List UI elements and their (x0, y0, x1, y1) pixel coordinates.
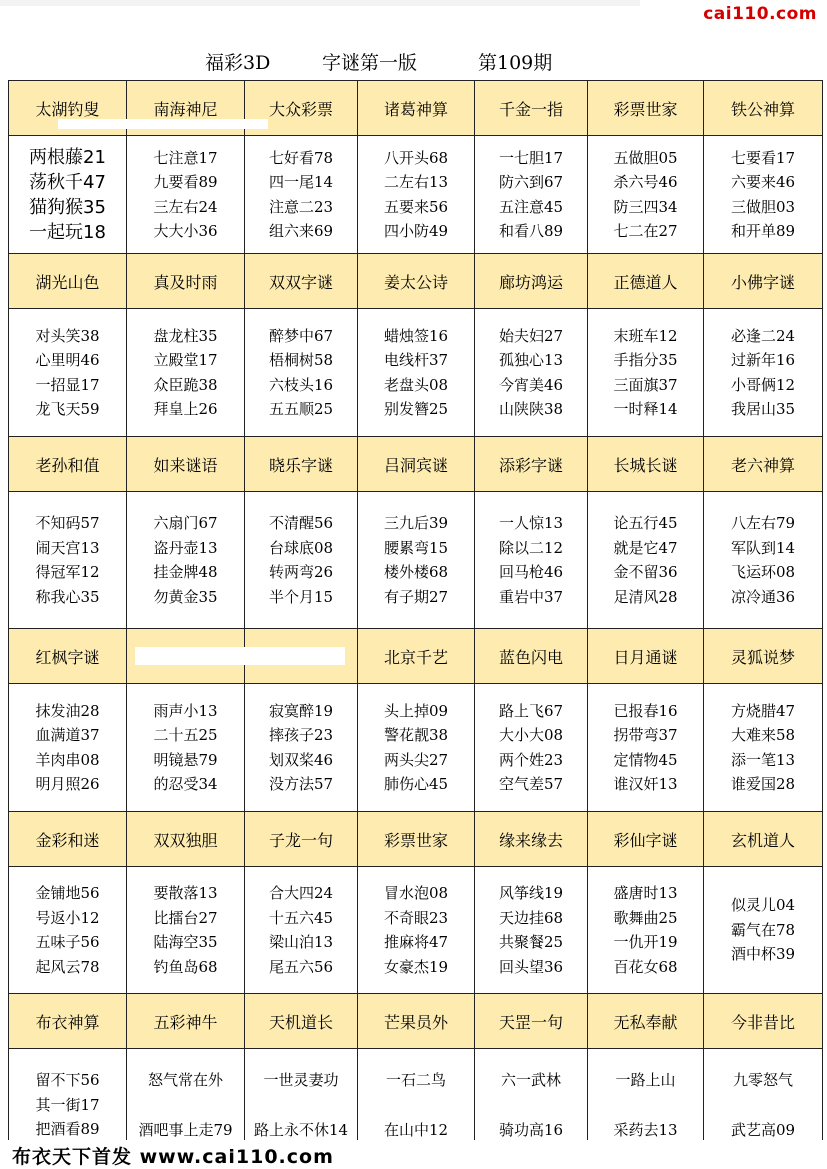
redaction-patch (58, 119, 268, 129)
riddle-line: 不知码57 (35, 514, 100, 532)
column-header: 湖光山色 (9, 254, 127, 309)
riddle-line: 梁山泊13 (268, 933, 334, 951)
riddle-line: 四一尾14 (268, 173, 334, 191)
riddle-line: 勿黄金35 (153, 587, 218, 606)
column-header: 南海神尼 (127, 81, 245, 136)
riddle-line: 我居山35 (730, 400, 796, 418)
column-header: 姜太公诗 (358, 254, 475, 309)
riddle-line: 两个姓23 (498, 750, 564, 769)
riddle-line: 定情物45 (613, 750, 678, 769)
riddle-line: 六枝头16 (268, 375, 334, 394)
riddle-line: 百花女68 (613, 957, 678, 976)
riddle-line: 始夫妇27 (498, 326, 564, 345)
riddle-line: 留不下56 (35, 1071, 100, 1090)
riddle-line: 谁爱国28 (730, 775, 796, 793)
riddle-line: 就是它47 (613, 538, 678, 557)
riddle-line: 歌舞曲25 (613, 908, 678, 927)
riddle-line: 盛唐时13 (613, 884, 678, 902)
riddle-line: 金不留36 (613, 563, 678, 581)
column-header: 灵狐说梦 (704, 629, 823, 684)
riddle-line (358, 1092, 474, 1118)
riddle-row (9, 136, 823, 254)
riddle-line: 六一武林 (500, 1070, 561, 1089)
riddle-line: 有子期27 (383, 587, 449, 606)
riddle-line: 添一笔13 (730, 750, 796, 769)
riddle-line: 和开单89 (730, 222, 796, 240)
riddle-line: 众臣跪38 (153, 375, 218, 394)
riddle-line: 雨声小13 (153, 701, 218, 720)
column-header: 真及时雨 (127, 254, 245, 309)
riddle-line: 组六来69 (268, 222, 334, 240)
column-header: 大众彩票 (245, 81, 358, 136)
riddle-line: 头上掉09 (383, 701, 449, 720)
riddle-line: 两头尖27 (383, 750, 449, 769)
riddle-cell (9, 136, 127, 254)
column-header: 金彩和迷 (9, 812, 127, 867)
riddle-line: 台球底08 (268, 538, 334, 557)
riddle-cell (475, 867, 588, 994)
riddle-line: 把酒看89 (35, 1120, 100, 1139)
riddle-cell (127, 492, 245, 629)
riddle-line: 没方法57 (268, 775, 334, 793)
riddle-line: 拐带弯37 (613, 726, 678, 744)
riddle-cell (127, 136, 245, 254)
riddle-cell (358, 867, 475, 994)
riddle-line: 七要看17 (730, 148, 796, 167)
riddle-line: 似灵儿04 (730, 896, 796, 915)
riddle-line: 荡秋千47 (29, 171, 106, 193)
column-header: 无私奉献 (588, 994, 704, 1049)
riddle-line: 对头笑38 (35, 326, 100, 345)
riddle-cell (588, 136, 704, 254)
riddle-line: 梧桐树58 (268, 351, 334, 369)
riddle-line: 得冠军12 (35, 563, 100, 581)
riddle-row (9, 867, 823, 994)
riddle-line: 九零怒气 (732, 1070, 793, 1089)
riddle-line: 老盘头08 (383, 375, 449, 394)
column-header: 正德道人 (588, 254, 704, 309)
riddle-line: 五味子56 (35, 933, 100, 951)
riddle-line: 称我心35 (35, 587, 100, 606)
riddle-cell (358, 309, 475, 437)
riddle-line: 飞运环08 (730, 563, 796, 581)
riddle-cell (475, 492, 588, 629)
riddle-line: 三做胆03 (730, 197, 796, 216)
riddle-cell (475, 309, 588, 437)
top-strip (0, 0, 640, 6)
header-row (9, 437, 823, 492)
column-header: 天机道长 (245, 994, 358, 1049)
riddle-line: 抹发油28 (35, 701, 100, 720)
riddle-cell (704, 136, 823, 254)
riddle-line: 七好看78 (268, 148, 334, 167)
riddle-cell (9, 867, 127, 994)
riddle-line (704, 1092, 822, 1118)
riddle-line (245, 1092, 357, 1118)
riddle-line: 谁汉奸13 (613, 775, 678, 793)
riddle-line: 转两弯26 (268, 563, 334, 581)
header-row (9, 254, 823, 309)
riddle-line: 六扇门67 (153, 514, 218, 532)
column-header: 布衣神算 (9, 994, 127, 1049)
riddle-line: 腰累弯15 (383, 538, 449, 557)
riddle-line: 空气差57 (498, 775, 564, 793)
riddle-line: 明镜悬79 (153, 750, 218, 769)
riddle-cell (358, 492, 475, 629)
riddle-line: 九要看89 (153, 173, 218, 191)
riddle-cell (127, 684, 245, 812)
riddle-line (588, 1092, 703, 1118)
column-header: 红枫字谜 (9, 629, 127, 684)
riddle-line (127, 1092, 244, 1118)
riddle-line: 三左右24 (153, 197, 218, 216)
riddle-line: 拜皇上26 (153, 400, 218, 418)
riddle-cell (9, 684, 127, 812)
title-issue: 第109期 (478, 52, 553, 74)
riddle-line: 寂寞醉19 (268, 701, 334, 720)
riddle-line: 路上永不休14 (253, 1121, 349, 1139)
riddle-line: 羊肉串08 (35, 750, 100, 769)
column-header: 晓乐字谜 (245, 437, 358, 492)
riddle-line: 酒中杯39 (730, 945, 796, 964)
riddle-cell (9, 309, 127, 437)
riddle-line: 其一街17 (35, 1095, 100, 1114)
riddle-line: 起风云78 (35, 957, 100, 976)
riddle-line: 二左右13 (383, 173, 449, 191)
riddle-line: 大大小36 (153, 222, 218, 240)
riddle-line: 过新年16 (730, 351, 796, 369)
riddle-line: 陆海空35 (153, 933, 218, 951)
riddle-line: 一石二鸟 (385, 1070, 446, 1089)
riddle-line: 必逢二24 (730, 326, 796, 345)
riddle-line: 除以二12 (498, 538, 564, 557)
riddle-line: 比擂台27 (153, 908, 218, 927)
riddle-cell (704, 867, 823, 994)
riddle-line: 大难来58 (730, 726, 796, 744)
footer-bar (0, 1140, 827, 1169)
riddle-line: 防六到67 (498, 173, 564, 191)
riddle-line: 五做胆05 (613, 148, 678, 167)
column-header: 日月通谜 (588, 629, 704, 684)
riddle-line: 六要来46 (730, 173, 796, 191)
column-header: 吕洞宾谜 (358, 437, 475, 492)
redaction-patch (135, 647, 345, 665)
riddle-line: 肺伤心45 (383, 775, 449, 793)
riddle-line: 立殿堂17 (153, 351, 218, 369)
riddle-line: 今宵美46 (498, 375, 564, 394)
riddle-line: 杀六号46 (613, 173, 678, 191)
column-header: 千金一指 (475, 81, 588, 136)
riddle-line: 手指分35 (613, 351, 678, 369)
riddle-line: 龙飞天59 (35, 400, 100, 418)
column-header: 双双字谜 (245, 254, 358, 309)
riddle-line: 方烧腊47 (730, 701, 796, 720)
riddle-line: 女豪杰19 (383, 957, 449, 976)
column-header: 太湖钓叟 (9, 81, 127, 136)
riddle-line: 楼外楼68 (383, 563, 449, 581)
column-header: 五彩神牛 (127, 994, 245, 1049)
riddle-row (9, 309, 823, 437)
riddle-line: 合大四24 (268, 884, 334, 902)
riddle-line: 八开头68 (383, 148, 449, 167)
riddle-line: 采药去13 (613, 1121, 678, 1139)
riddle-cell (9, 492, 127, 629)
column-header: 彩仙字谜 (588, 812, 704, 867)
riddle-line: 三面旗37 (613, 375, 678, 394)
riddle-cell (127, 867, 245, 994)
riddle-line: 不清醒56 (268, 514, 334, 532)
riddle-line: 共聚餐25 (498, 933, 564, 951)
column-header: 今非昔比 (704, 994, 823, 1049)
riddle-line: 警花靓38 (383, 726, 449, 744)
riddle-line: 论五行45 (613, 514, 678, 532)
riddle-line: 路上飞67 (498, 701, 564, 720)
riddle-line: 金铺地56 (35, 884, 100, 902)
riddle-line: 风筝线19 (498, 884, 564, 902)
riddle-cell (475, 684, 588, 812)
riddle-line: 回头望36 (498, 957, 564, 976)
column-header: 添彩字谜 (475, 437, 588, 492)
riddle-cell (588, 684, 704, 812)
riddle-line: 别发簪25 (383, 400, 449, 418)
riddle-row (9, 684, 823, 812)
riddle-cell (245, 309, 358, 437)
column-header: 双双独胆 (127, 812, 245, 867)
riddle-line: 孤独心13 (498, 351, 564, 369)
column-header: 彩票世家 (358, 812, 475, 867)
column-header: 长城长谜 (588, 437, 704, 492)
riddle-line: 钓鱼岛68 (153, 957, 218, 976)
riddle-cell (588, 867, 704, 994)
footer-text: 布衣天下首发 www.cai110.com (12, 1146, 334, 1168)
riddle-line: 不奇眼23 (383, 908, 449, 927)
riddle-cell (358, 136, 475, 254)
title-lottery: 福彩3D (205, 52, 271, 74)
riddle-line (475, 1092, 587, 1118)
riddle-cell (704, 684, 823, 812)
riddle-line: 一起玩18 (29, 221, 106, 243)
riddle-line: 推麻将47 (383, 933, 449, 951)
riddle-line: 一路上山 (615, 1070, 676, 1089)
riddle-line: 要散落13 (153, 884, 218, 902)
riddle-line: 盘龙柱35 (153, 326, 218, 345)
riddle-line: 五注意45 (498, 197, 564, 216)
riddle-line: 五要来56 (383, 197, 449, 216)
riddle-line: 重岩中37 (498, 587, 564, 606)
riddle-line: 回马枪46 (498, 563, 564, 581)
riddle-line: 号返小12 (35, 908, 100, 927)
riddle-line: 四小防49 (383, 222, 449, 240)
riddle-line: 大小大08 (498, 726, 564, 744)
riddle-line: 五五顺25 (268, 400, 334, 418)
riddle-line: 骑功高16 (498, 1121, 564, 1139)
riddle-cell (245, 492, 358, 629)
column-header: 小佛字谜 (704, 254, 823, 309)
riddle-line: 注意二23 (268, 197, 334, 216)
riddle-line: 霸气在78 (730, 920, 796, 939)
riddle-line: 划双桨46 (268, 750, 334, 769)
riddle-line: 七注意17 (153, 148, 218, 167)
riddle-line: 天边挂68 (498, 908, 564, 927)
riddle-line: 和看八89 (498, 222, 564, 240)
riddle-line: 摔孩子23 (268, 726, 334, 744)
riddle-line: 凉冷通36 (730, 587, 796, 606)
riddle-line: 心里明46 (35, 351, 100, 369)
riddle-line: 尾五六56 (268, 957, 334, 976)
column-header: 廊坊鸿运 (475, 254, 588, 309)
page-title (0, 48, 827, 76)
riddle-line: 防三四34 (613, 197, 678, 216)
riddle-line: 两根藤21 (29, 146, 106, 168)
riddle-line: 足清风28 (613, 587, 678, 606)
column-header: 彩票世家 (588, 81, 704, 136)
riddle-line: 盗丹壶13 (153, 538, 218, 557)
riddle-cell (245, 867, 358, 994)
column-header: 诸葛神算 (358, 81, 475, 136)
column-header: 芒果员外 (358, 994, 475, 1049)
riddle-line: 猫狗猴35 (29, 196, 106, 218)
riddle-line: 小哥俩12 (730, 375, 796, 394)
riddle-cell (358, 684, 475, 812)
riddle-line: 末班车12 (613, 326, 678, 345)
riddle-line: 军队到14 (730, 538, 796, 557)
column-header: 子龙一句 (245, 812, 358, 867)
riddle-line: 一招显17 (35, 375, 100, 394)
riddle-line: 一仇开19 (613, 933, 678, 951)
riddle-line: 电线杆37 (383, 351, 449, 369)
column-header: 缘来缘去 (475, 812, 588, 867)
riddle-line: 血满道37 (35, 726, 100, 744)
riddle-line: 八左右79 (730, 514, 796, 532)
riddle-cell (245, 136, 358, 254)
riddle-cell (588, 309, 704, 437)
site-logo[interactable]: cai110.com (703, 4, 817, 24)
riddle-line: 蜡烛签16 (383, 326, 449, 345)
riddle-cell (245, 684, 358, 812)
riddle-line: 在山中12 (383, 1121, 449, 1139)
riddle-line: 的忍受34 (153, 775, 218, 793)
riddle-line: 闹天宫13 (35, 538, 100, 557)
column-header: 老六神算 (704, 437, 823, 492)
riddle-row (9, 492, 823, 629)
column-header: 北京千艺 (358, 629, 475, 684)
riddle-cell (704, 309, 823, 437)
column-header: 铁公神算 (704, 81, 823, 136)
riddle-line: 一世灵妻功 (263, 1070, 339, 1089)
riddle-line: 已报春16 (613, 701, 678, 720)
riddle-line: 山陕陕38 (498, 400, 564, 418)
column-header: 蓝色闪电 (475, 629, 588, 684)
riddle-line: 酒吧事上走79 (138, 1121, 233, 1139)
riddle-line: 二十五25 (153, 726, 218, 744)
riddle-line: 一人惊13 (498, 514, 564, 532)
header-row (9, 994, 823, 1049)
column-header: 天罡一句 (475, 994, 588, 1049)
riddle-cell (704, 492, 823, 629)
riddle-line: 十五六45 (268, 908, 334, 927)
riddle-line: 三九后39 (383, 514, 449, 532)
title-name: 字谜第一版 (322, 52, 418, 74)
column-header: 玄机道人 (704, 812, 823, 867)
column-header: 老孙和值 (9, 437, 127, 492)
riddle-line: 醉梦中67 (268, 326, 334, 345)
riddle-table (8, 80, 823, 1162)
riddle-line: 明月照26 (35, 775, 100, 793)
header-row (9, 629, 823, 684)
riddle-cell (588, 492, 704, 629)
riddle-cell (127, 309, 245, 437)
riddle-line: 一时释14 (613, 400, 678, 418)
riddle-line: 武艺高09 (730, 1121, 796, 1139)
riddle-line: 挂金牌48 (153, 563, 218, 581)
column-header: 如来谜语 (127, 437, 245, 492)
riddle-line: 冒水泡08 (383, 884, 449, 902)
riddle-cell (475, 136, 588, 254)
riddle-line: 一七胆17 (498, 148, 564, 167)
riddle-line: 七二在27 (613, 222, 678, 240)
riddle-line: 怒气常在外 (147, 1070, 223, 1089)
header-row (9, 812, 823, 867)
riddle-line: 半个月15 (268, 587, 334, 606)
